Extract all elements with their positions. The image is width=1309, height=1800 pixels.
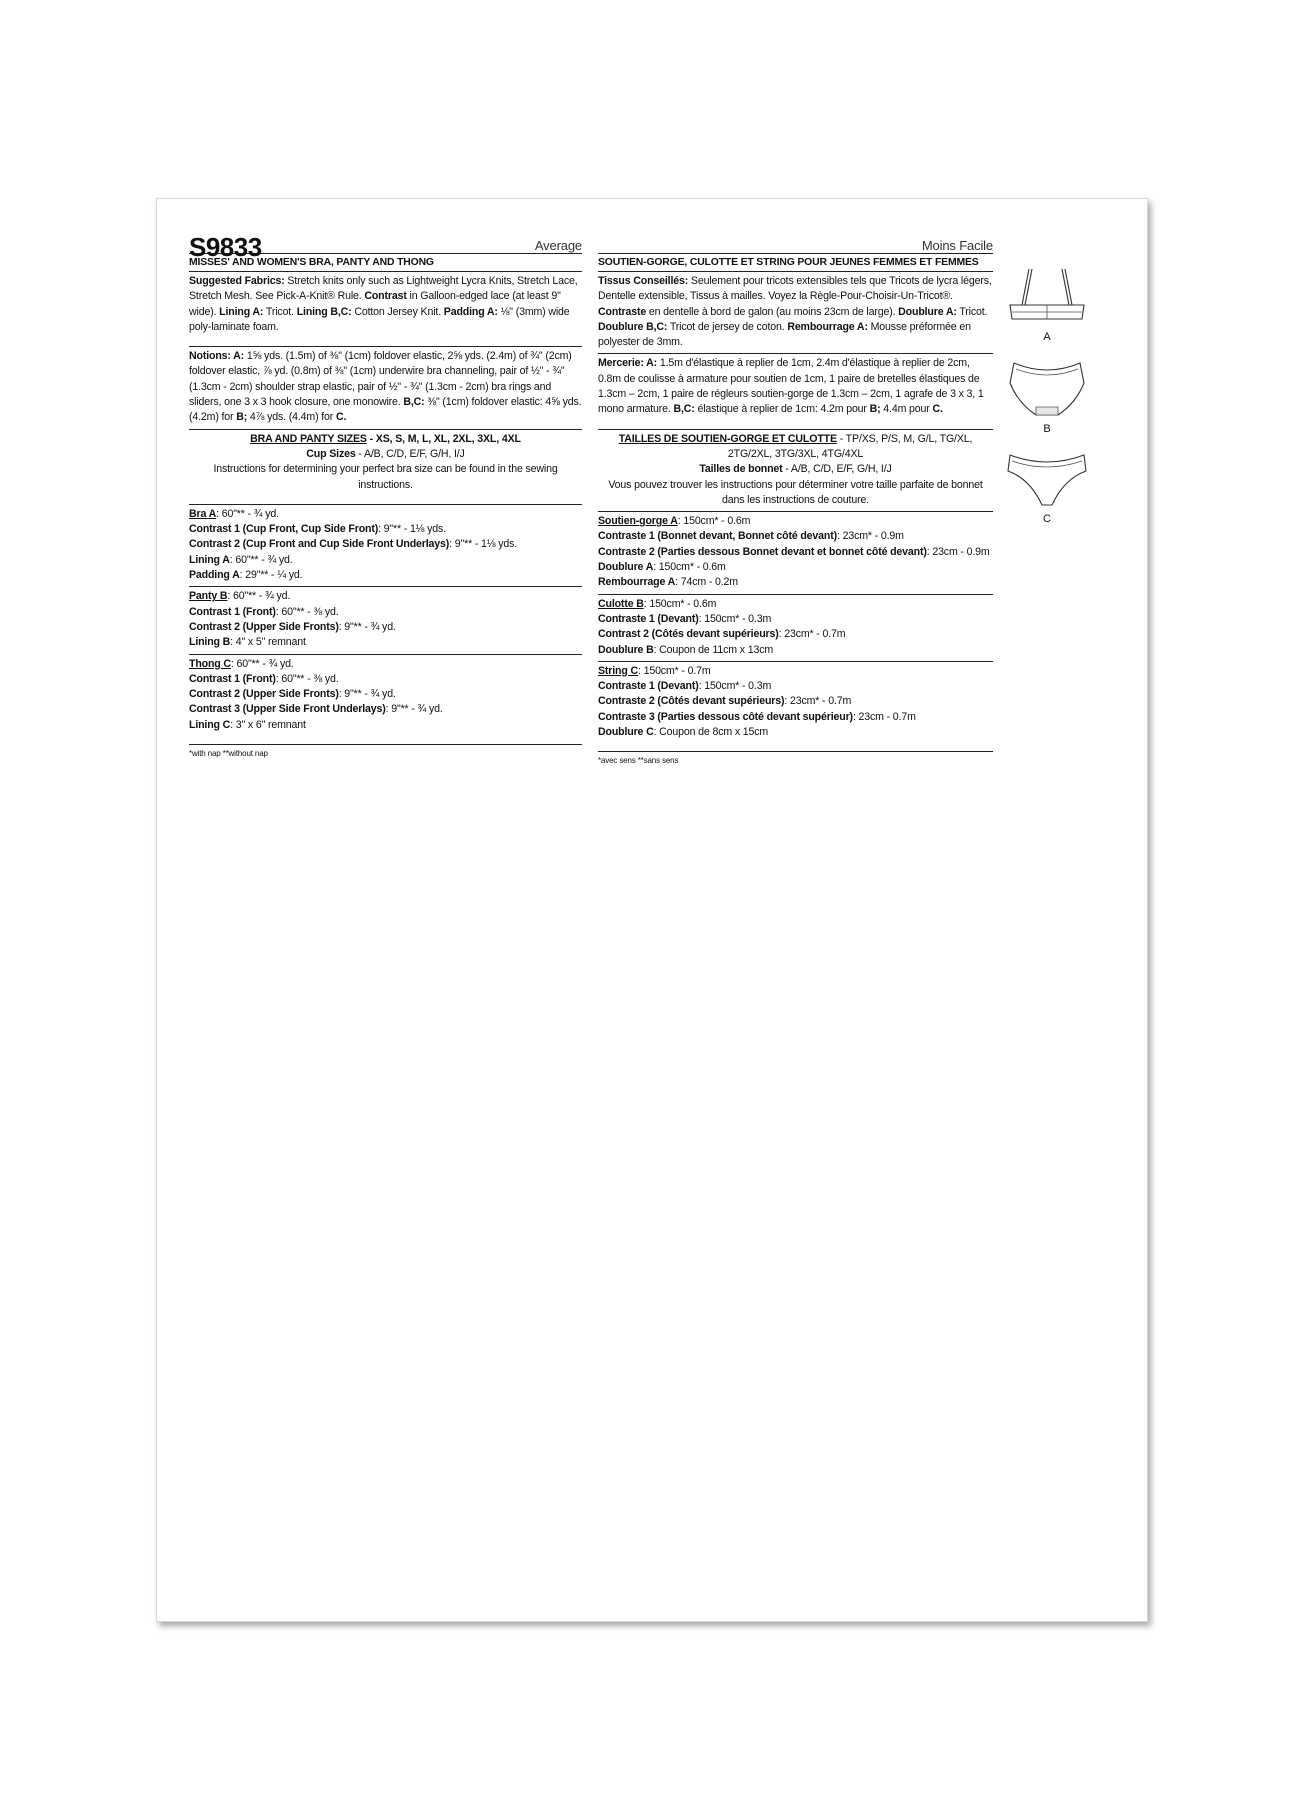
- french-column: [598, 229, 993, 766]
- doublure-a-text: Tricot.: [956, 305, 988, 318]
- sizes-text: - TP/XS, P/S, M, G/L, TG/XL, 2TG/2XL, 3TG/3XL, 4TG/4XL: [727, 432, 973, 460]
- yardage-row: [189, 620, 582, 635]
- yardage-label: Soutien-gorge A: [598, 515, 678, 528]
- yardage-label: Panty B: [189, 590, 228, 603]
- yardage-value: : 60"** - ¾ yd.: [230, 657, 294, 670]
- pattern-title-fr: SOUTIEN-GORGE, CULOTTE ET STRING POUR JEUNES FEMMES ET FEMMES: [598, 254, 993, 272]
- yardage-value: : 150cm* - 0.3m: [698, 680, 772, 693]
- notions-c: C.: [932, 403, 943, 416]
- notions-fr: [598, 354, 993, 429]
- bra-flat-icon: [1002, 267, 1092, 327]
- yardage-row: [598, 529, 993, 544]
- thong-flat-icon: [1002, 451, 1092, 511]
- fabrics-text: Stretch knits only such as Lightweight Lycra Knits, Stretch Lace, Stretch Mesh. See Pick-A-Knit® Rule.: [189, 275, 578, 303]
- yardage-row: [189, 589, 582, 604]
- yardage-row: [189, 522, 582, 537]
- sizes: [189, 430, 582, 505]
- cup-sizes-text: - A/B, C/D, E/F, G/H, I/J: [355, 447, 465, 460]
- fabrics-label: Suggested Fabrics:: [189, 275, 285, 287]
- yardage-label: Contrast 2 (Cup Front and Cup Side Front Underlays): [189, 538, 450, 551]
- pattern-title: MISSES' AND WOMEN'S BRA, PANTY AND THONG: [189, 254, 582, 272]
- yardage-row: [598, 664, 993, 679]
- yardage-row: [598, 725, 993, 740]
- pattern-code: S9833: [189, 231, 262, 262]
- yardage-label: Contraste 2 (Parties dessous Bonnet devant et bonnet côté devant): [598, 545, 927, 558]
- yardage-bra: [189, 505, 582, 587]
- yardage-label: Contraste 1 (Bonnet devant, Bonnet côté devant): [598, 530, 837, 543]
- yardage-row: [598, 545, 993, 560]
- cup-sizes-label: Cup Sizes: [306, 447, 356, 460]
- view-c-flat: [1002, 451, 1092, 525]
- yardage-row: [189, 568, 582, 583]
- doublure-bc-label: Doublure B,C:: [598, 320, 668, 333]
- notions-b: B;: [236, 411, 248, 424]
- yardage-label: Contrast 2 (Upper Side Fronts): [189, 620, 339, 633]
- yardage-row: [189, 702, 582, 717]
- sizes-label: BRA AND PANTY SIZES: [250, 432, 367, 445]
- yardage-label: Thong C: [189, 657, 231, 670]
- yardage-value: : 150cm* - 0.7m: [638, 664, 711, 677]
- view-b-label: B: [1043, 423, 1051, 435]
- yardage-row: [598, 710, 993, 725]
- fabrics-text: Seulement pour tricots extensibles tels que Tricots de lycra légers, Dentelle extensible, Tissus à mailles. Voyez la Règle-Pour-Choisir-Un-Tricot®.: [598, 275, 992, 303]
- yardage-value: : 23cm* - 0.7m: [778, 628, 846, 641]
- header-fr: [598, 229, 993, 254]
- contrast-text: en dentelle à bord de galon (au moins 23cm de large).: [646, 305, 899, 318]
- contrast-label: Contrast: [364, 290, 407, 303]
- yardage-label: Contrast 1 (Front): [189, 672, 276, 685]
- yardage-label: Bra A: [189, 507, 217, 520]
- sizes-note: Vous pouvez trouver les instructions pour déterminer votre taille parfaite de bonnet dans les instructions de couture.: [608, 478, 983, 506]
- notions-b: B;: [869, 403, 881, 416]
- view-a-label: A: [1043, 331, 1051, 343]
- yardage-label: Doublure A: [598, 561, 654, 574]
- yardage-value: : 60"** - ⅜ yd.: [275, 672, 339, 685]
- notions-c: C.: [335, 411, 347, 424]
- lining-a-label: Lining A:: [219, 305, 264, 318]
- sizes-fr: [598, 430, 993, 512]
- yardage-value: : 3" x 6" remnant: [230, 718, 306, 731]
- yardage-row: [189, 537, 582, 552]
- yardage-label: Contrast 2 (Upper Side Fronts): [189, 688, 339, 701]
- lining-bc-label: Lining B,C:: [296, 305, 352, 318]
- yardage-row: [598, 627, 993, 642]
- yardage-value: : 150cm* - 0.6m: [643, 597, 717, 610]
- yardage-row: [189, 718, 582, 733]
- yardage-value: : 9"** - 1⅛ yds.: [449, 538, 518, 551]
- rembourrage-label: Rembourrage A:: [787, 320, 868, 333]
- suggested-fabrics: [189, 272, 582, 347]
- yardage-row: [189, 507, 582, 522]
- notions-bc-label: B,C:: [673, 403, 695, 416]
- yardage-label: Contrast 1 (Front): [189, 605, 276, 618]
- notions-text: 1⅝ yds. (1.5m) of ⅜" (1cm) foldover elastic, 2⅝ yds. (2.4m) of ¾" (2cm) foldover elastic, ⅞ yd. (0.8m) of ⅜" (1cm) underwire bra channeling, pair of ½" - ¾" (1.3cm - 2cm) shoulder strap elastic, pair of ½" - ¾" (1.3cm - 2cm) bra rings and sliders, one 3 x 3 hook closure, one monowire.: [189, 350, 572, 409]
- yardage-value: : 23cm* - 0.9m: [837, 530, 904, 543]
- yardage-thong-fr: [598, 662, 993, 752]
- yardage-value: : 29"** - ¼ yd.: [239, 569, 303, 582]
- yardage-label: Lining B: [189, 636, 231, 649]
- yardage-value: : 150cm* - 0.3m: [698, 612, 772, 625]
- view-a-flat: [1002, 267, 1092, 343]
- yardage-row: [189, 657, 582, 672]
- yardage-row: [189, 635, 582, 650]
- contrast-text: in Galloon-edged lace (at least 9" wide).: [189, 290, 561, 318]
- notions-b-text: 4.4m pour: [880, 403, 933, 416]
- yardage-row: [598, 612, 993, 627]
- cup-sizes-label: Tailles de bonnet: [699, 463, 783, 476]
- yardage-row: [189, 687, 582, 702]
- yardage-label: Doublure B: [598, 643, 654, 656]
- yardage-label: Culotte B: [598, 597, 644, 610]
- lining-a-text: Tricot.: [263, 305, 297, 318]
- yardage-row: [598, 694, 993, 709]
- footnote: *with nap **without nap: [189, 749, 268, 759]
- sizes-text: - XS, S, M, L, XL, 2XL, 3XL, 4XL: [366, 432, 521, 445]
- yardage-value: : 60"** - ⅜ yd.: [275, 605, 339, 618]
- yardage-bra-fr: [598, 512, 993, 594]
- notions-b-text: 4⅞ yds. (4.4m) for: [247, 411, 336, 424]
- difficulty-level-fr: Moins Facile: [921, 237, 993, 253]
- doublure-bc-text: Tricot de jersey de coton.: [667, 320, 788, 333]
- yardage-value: : 150cm* - 0.6m: [677, 515, 751, 528]
- yardage-panty: [189, 587, 582, 654]
- yardage-value: : 23cm - 0.7m: [852, 710, 916, 723]
- yardage-value: : 9"** - ¾ yd.: [338, 688, 396, 701]
- view-c-label: C: [1043, 513, 1051, 525]
- yardage-value: : Coupon de 8cm x 15cm: [653, 726, 769, 739]
- english-column: [189, 229, 582, 759]
- yardage-value: : 60"** - ¾ yd.: [216, 507, 279, 520]
- yardage-value: : 74cm - 0.2m: [675, 576, 738, 589]
- pattern-envelope-back: [156, 198, 1148, 1622]
- view-b-flat: [1002, 359, 1092, 435]
- notions-bc-label: B,C:: [403, 396, 425, 409]
- yardage-value: : 60"** - ¾ yd.: [227, 590, 291, 603]
- yardage-label: Contrast 3 (Upper Side Front Underlays): [189, 703, 386, 716]
- notions-bc-text: élastique à replier de 1cm: 4.2m pour: [694, 403, 870, 416]
- difficulty-level: Average: [534, 237, 582, 253]
- yardage-value: : 4" x 5" remnant: [230, 636, 306, 649]
- yardage-value: : 23cm* - 0.7m: [784, 695, 852, 708]
- yardage-row: [598, 643, 993, 658]
- doublure-a-label: Doublure A:: [898, 305, 957, 318]
- yardage-label: Lining C: [189, 718, 231, 731]
- cup-sizes-text: - A/B, C/D, E/F, G/H, I/J: [782, 463, 892, 476]
- footnote-fr: *avec sens **sans sens: [598, 756, 679, 766]
- lining-bc-text: Cotton Jersey Knit.: [351, 305, 444, 318]
- yardage-label: Doublure C: [598, 726, 654, 739]
- yardage-row: [189, 553, 582, 568]
- yardage-value: : 150cm* - 0.6m: [653, 561, 726, 574]
- yardage-row: [189, 672, 582, 687]
- yardage-label: String C: [598, 664, 638, 677]
- panty-flat-icon: [1002, 359, 1092, 419]
- padding-label: Padding A:: [443, 305, 498, 318]
- yardage-label: Rembourrage A: [598, 576, 676, 589]
- contrast-label: Contraste: [598, 305, 647, 318]
- notions-bc-text: ⅜" (1cm) foldover elastic: 4⅝ yds. (4.2m) for: [189, 396, 582, 424]
- yardage-label: Contrast 1 (Cup Front, Cup Side Front): [189, 523, 379, 536]
- header-en: [189, 229, 582, 262]
- yardage-value: : 23cm - 0.9m: [926, 545, 990, 558]
- yardage-label: Contraste 1 (Devant): [598, 612, 699, 625]
- yardage-value: : 9"** - ¾ yd.: [385, 703, 443, 716]
- yardage-label: Contraste 3 (Parties dessous côté devant supérieur): [598, 710, 853, 723]
- yardage-value: : 9"** - ¾ yd.: [338, 620, 396, 633]
- yardage-row: [598, 597, 993, 612]
- yardage-label: Contraste 1 (Devant): [598, 680, 699, 693]
- yardage-row: [598, 575, 993, 590]
- yardage-row: [189, 605, 582, 620]
- notions-text: 1.5m d'élastique à replier de 1cm, 2.4m d'élastique à replier de 2cm, 0.8m de coulisse à armature pour soutien de 1cm, 1 paire de bretelles élastiques de 1.3cm – 2cm, 1 paire de régleurs soutien-gorge de 1.3cm – 2cm, 1 agrafe de 3 x 3, 1 mono armature.: [598, 357, 984, 416]
- yardage-thong: [189, 655, 582, 745]
- notions-label: Notions: A:: [189, 350, 245, 363]
- yardage-label: Padding A: [189, 569, 240, 582]
- yardage-value: : 60"** - ¾ yd.: [229, 553, 293, 566]
- sizes-note: Instructions for determining your perfect bra size can be found in the sewing instructions.: [213, 463, 558, 491]
- padding-text: ⅛" (3mm) wide poly-laminate foam.: [189, 305, 570, 333]
- yardage-row: [598, 679, 993, 694]
- yardage-row: [598, 560, 993, 575]
- yardage-label: Lining A: [189, 553, 230, 566]
- yardage-label: Contraste 2 (Côtés devant supérieurs): [598, 695, 785, 708]
- notions-label: Mercerie: A:: [598, 357, 658, 370]
- yardage-panty-fr: [598, 595, 993, 662]
- yardage-value: : Coupon de 11cm x 13cm: [653, 643, 774, 656]
- yardage-row: [598, 514, 993, 529]
- sizes-label: TAILLES DE SOUTIEN-GORGE ET CULOTTE: [618, 432, 837, 445]
- notions: [189, 347, 582, 429]
- yardage-label: Contrast 2 (Côtés devant supérieurs): [598, 628, 779, 641]
- rembourrage-text: Mousse préformée en polyester de 3mm.: [598, 320, 971, 349]
- suggested-fabrics-fr: [598, 272, 993, 354]
- fabrics-label: Tissus Conseillés:: [598, 275, 689, 287]
- yardage-value: : 9"** - 1⅛ yds.: [378, 523, 446, 536]
